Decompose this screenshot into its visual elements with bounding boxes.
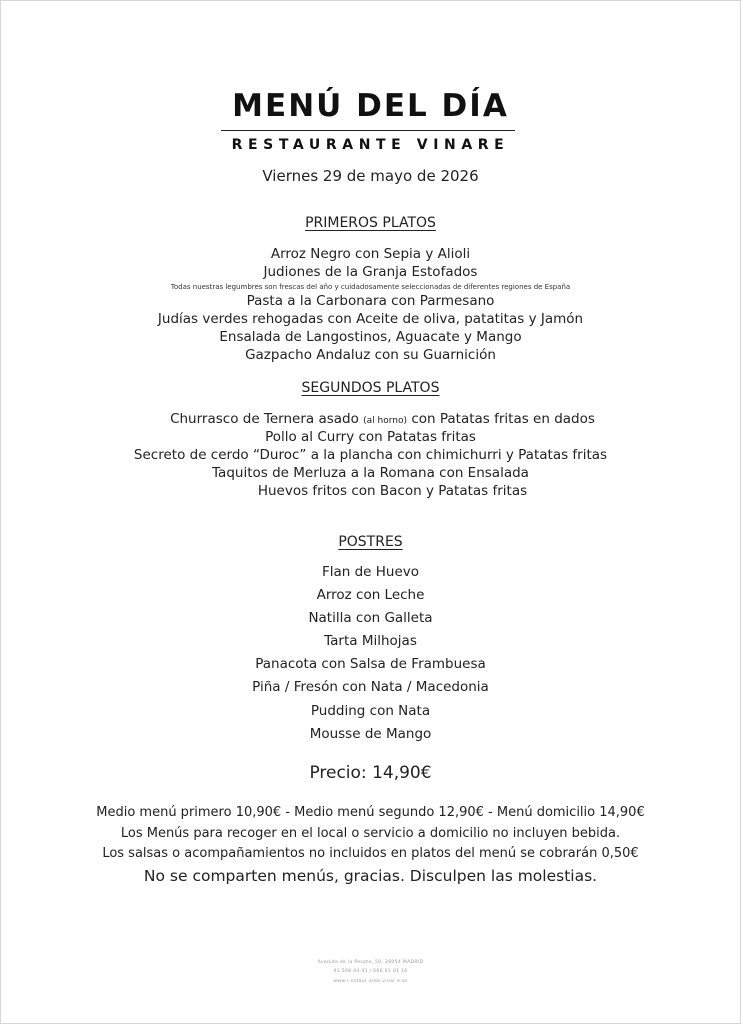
primeros-item: Arroz Negro con Sepia y Alioli [270,246,471,262]
footer-pricing-line: Medio menú primero 10,90€ - Medio menú segundo 12,90€ - Menú domicilio 14,90€ [96,805,645,820]
phone-line: 91 508 44 41 / 666 01 01 16 [333,969,408,974]
section-title-primeros: PRIMEROS PLATOS [305,215,436,231]
primeros-item: Ensalada de Langostinos, Aguacate y Mango [219,329,522,345]
postres-item: Natilla con Galleta [308,610,433,626]
footer-drinks-line: Los Menús para recoger en el local o servicio a domicilio no incluyen bebida. [120,826,621,841]
title-divider [221,130,515,131]
segundos-item: Taquitos de Merluza a la Romana con Ensalada [212,465,529,481]
menu-title: MENÚ DEL DÍA [232,88,509,124]
postres-item: Pudding con Nata [310,703,431,719]
postres-item: Arroz con Leche [316,587,425,603]
postres-item: Piña / Fresón con Nata / Macedonia [252,679,489,695]
restaurant-name: RESTAURANTE VINARE [231,137,510,153]
postres-item: Flan de Huevo [321,564,420,580]
postres-item: Panacota con Salsa de Frambuesa [255,656,486,672]
section-title-postres: POSTRES [338,534,403,550]
section-title-segundos: SEGUNDOS PLATOS [301,380,440,396]
primeros-item: Judiones de la Granja Estofados [263,264,478,280]
menu-price: Precio: 14,90€ [309,763,432,783]
legumbres-note: Todas nuestras legumbres son frescas del año y cuidadosamente seleccionadas de diferentes regiones de España [170,283,571,291]
segundos-item: Secreto de cerdo “Duroc” a la plancha con chimichurri y Patatas fritas [133,447,608,463]
primeros-item: Judías verdes rehogadas con Aceite de oliva, patatitas y Jamón [157,311,584,327]
website-line: www.r estaur ante vinar e.es [333,979,408,984]
primeros-item: Gazpacho Andaluz con su Guarnición [245,347,496,363]
segundos-item-text: con Patatas fritas en dados [407,411,595,427]
address-line: Avenida de la Peseta, 50, 28054 MADRID [317,960,424,965]
primeros-item: Pasta a la Carbonara con Parmesano [246,293,495,309]
footer-sauces-line: Los salsas o acompañamientos no incluidos en platos del menú se cobrarán 0,50€ [102,846,639,861]
segundos-item: Pollo al Curry con Patatas fritas [265,429,476,445]
segundos-item: Huevos fritos con Bacon y Patatas fritas [257,483,528,499]
postres-item: Mousse de Mango [309,726,432,742]
menu-date: Viernes 29 de mayo de 2026 [262,167,479,185]
footer-closing-line: No se comparten menús, gracias. Disculpen las molestias. [143,867,598,885]
postres-item: Tarta Milhojas [324,633,417,649]
cooking-method-note: (al horno) [363,416,408,426]
segundos-item [12,411,741,427]
segundos-item-text: Churrasco de Ternera asado [170,411,364,427]
